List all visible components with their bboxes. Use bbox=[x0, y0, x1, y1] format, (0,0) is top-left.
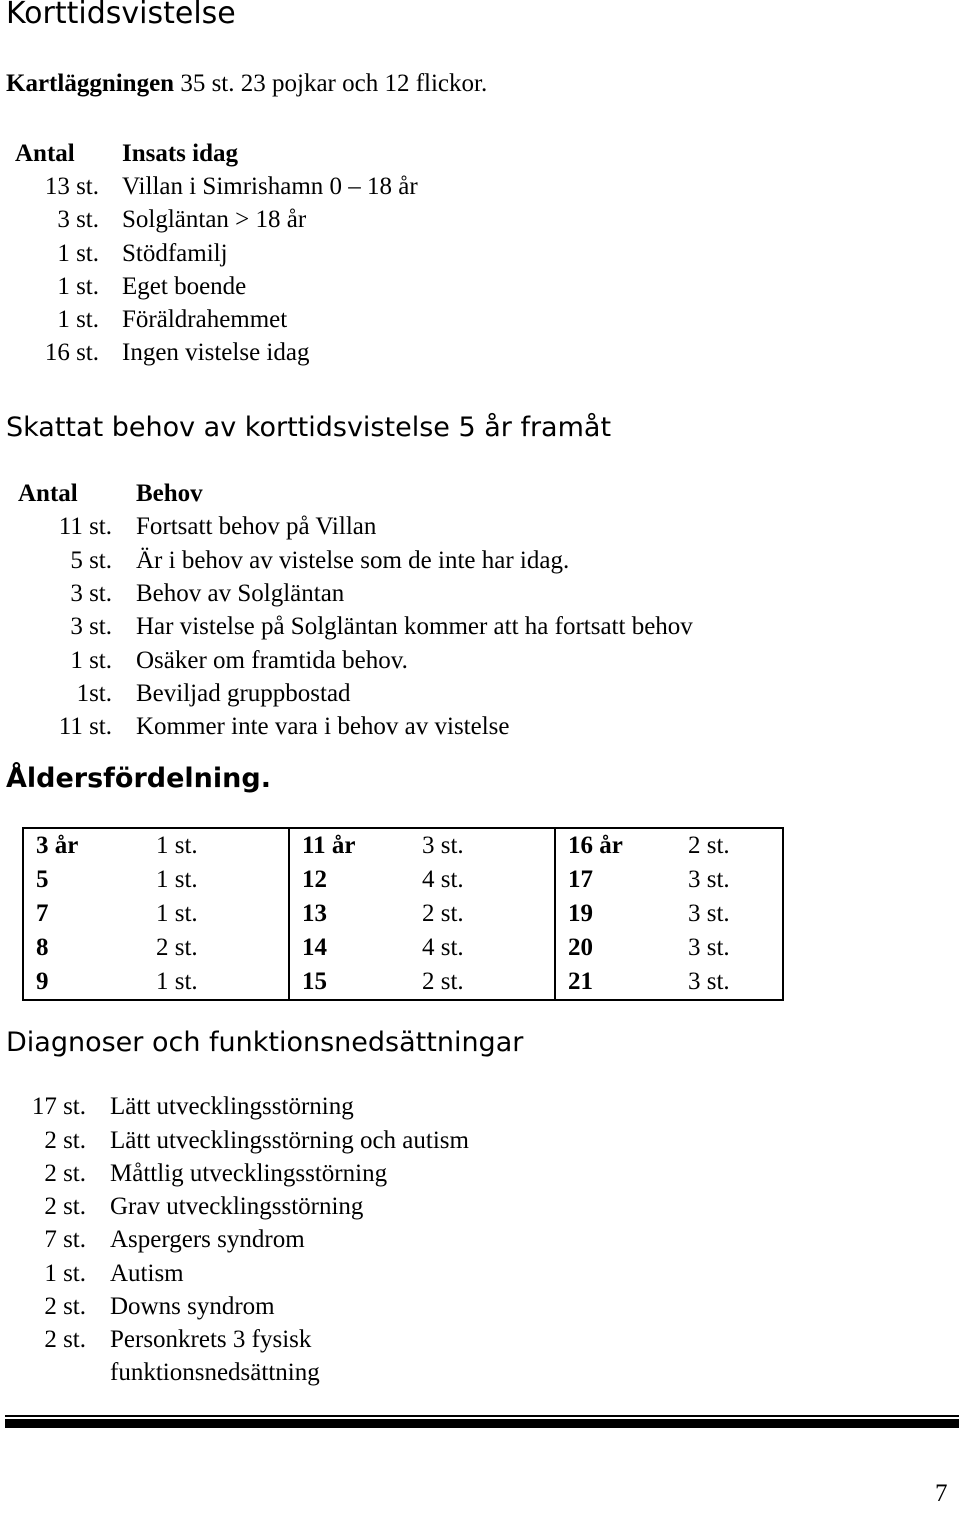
insats-header-count: Antal bbox=[15, 140, 75, 167]
count-cell: 2 st. bbox=[156, 934, 198, 961]
count-cell: 3 st. bbox=[688, 863, 783, 897]
page-title: Korttidsvistelse bbox=[6, 0, 236, 31]
list-item-count: 17 st. bbox=[31, 1093, 86, 1120]
list-item-count: 2 st. bbox=[44, 1293, 86, 1320]
age-cell: 15 bbox=[289, 965, 422, 1000]
list-item-count: 1st. bbox=[76, 680, 112, 707]
behov-header-label: Behov bbox=[136, 480, 203, 507]
list-item-count: 5 st. bbox=[70, 547, 112, 574]
list-item-label: Har vistelse på Solgläntan kommer att ha fortsatt behov bbox=[136, 613, 693, 640]
list-item-label: Ingen vistelse idag bbox=[122, 339, 310, 366]
list-item-label: Föräldrahemmet bbox=[122, 306, 288, 333]
table-row bbox=[23, 931, 783, 965]
age-cell: 19 bbox=[555, 897, 688, 931]
list-item-count: 1 st. bbox=[57, 273, 99, 300]
table-row bbox=[23, 863, 783, 897]
list-item-count: 11 st. bbox=[58, 513, 112, 540]
list-item-label: Downs syndrom bbox=[110, 1293, 275, 1320]
table-row bbox=[23, 965, 783, 1000]
list-item-label: Osäker om framtida behov. bbox=[136, 647, 408, 674]
age-cell: 8 bbox=[23, 931, 156, 965]
count-cell: 3 st. bbox=[688, 965, 783, 1000]
survey-label: Kartläggningen bbox=[6, 70, 175, 97]
age-cell: 5 bbox=[23, 863, 156, 897]
insats-header-label: Insats idag bbox=[122, 140, 239, 167]
page-number: 7 bbox=[935, 1480, 948, 1507]
age-cell: 12 bbox=[289, 863, 422, 897]
count-cell: 2 st. bbox=[422, 900, 464, 927]
list-item-label: Personkrets 3 fysisk bbox=[110, 1326, 312, 1353]
age-cell: 13 bbox=[289, 897, 422, 931]
table-row bbox=[23, 897, 783, 931]
footer-divider bbox=[5, 1419, 959, 1428]
age-cell: 3 år bbox=[23, 828, 156, 863]
list-item-count: 11 st. bbox=[58, 713, 112, 740]
count-cell: 1 st. bbox=[156, 828, 289, 863]
list-item-count: 2 st. bbox=[44, 1127, 86, 1154]
list-item-label: Är i behov av vistelse som de inte har idag. bbox=[136, 547, 570, 574]
count-cell: 3 st. bbox=[688, 897, 783, 931]
age-cell: 20 bbox=[555, 931, 688, 965]
list-item-count: 1 st. bbox=[70, 647, 112, 674]
list-item-count: 13 st. bbox=[44, 173, 99, 200]
list-item-count: 1 st. bbox=[57, 306, 99, 333]
count-cell: 1 st. bbox=[156, 866, 198, 893]
list-item-count: 1 st. bbox=[57, 240, 99, 267]
list-item-label: Fortsatt behov på Villan bbox=[136, 513, 377, 540]
count-cell: 3 st. bbox=[422, 828, 555, 863]
list-item-count: 2 st. bbox=[44, 1160, 86, 1187]
count-cell: 2 st. bbox=[422, 965, 555, 1000]
list-item-label: Stödfamilj bbox=[122, 240, 228, 267]
list-item-label: Måttlig utvecklingsstörning bbox=[110, 1160, 388, 1187]
list-item-count: 16 st. bbox=[44, 339, 99, 366]
list-item-count: 3 st. bbox=[70, 613, 112, 640]
age-cell: 17 bbox=[555, 863, 688, 897]
section-title-behov: Skattat behov av korttidsvistelse 5 år framåt bbox=[6, 412, 612, 443]
list-item-label: Aspergers syndrom bbox=[110, 1226, 305, 1253]
age-cell: 16 år bbox=[555, 828, 688, 863]
survey-text: 35 st. 23 pojkar och 12 flickor. bbox=[174, 70, 488, 97]
list-item-count: 7 st. bbox=[44, 1226, 86, 1253]
age-cell: 9 bbox=[23, 965, 156, 1000]
behov-header-count: Antal bbox=[18, 480, 78, 507]
count-cell: 3 st. bbox=[688, 931, 783, 965]
list-item-count: 2 st. bbox=[44, 1326, 86, 1353]
age-cell: 7 bbox=[23, 897, 156, 931]
age-cell: 14 bbox=[289, 931, 422, 965]
list-item-count: 3 st. bbox=[57, 206, 99, 233]
list-item-label: Eget boende bbox=[122, 273, 247, 300]
list-item-label: Lätt utvecklingsstörning bbox=[110, 1093, 354, 1120]
list-item-label: Behov av Solgläntan bbox=[136, 580, 345, 607]
age-distribution-table bbox=[22, 827, 784, 1001]
count-cell: 4 st. bbox=[422, 934, 464, 961]
table-row bbox=[23, 828, 783, 863]
list-item-label: Beviljad gruppbostad bbox=[136, 680, 351, 707]
list-item-label: Grav utvecklingsstörning bbox=[110, 1193, 364, 1220]
list-item-label: Kommer inte vara i behov av vistelse bbox=[136, 713, 510, 740]
list-item-count: 2 st. bbox=[44, 1193, 86, 1220]
count-cell: 1 st. bbox=[156, 900, 198, 927]
list-item-label: Villan i Simrishamn 0 – 18 år bbox=[122, 173, 418, 200]
age-cell: 11 år bbox=[289, 828, 422, 863]
list-item-count: 1 st. bbox=[44, 1260, 86, 1287]
section-title-diagnoser: Diagnoser och funktionsnedsättningar bbox=[6, 1027, 524, 1058]
count-cell: 4 st. bbox=[422, 866, 464, 893]
list-item-label: Autism bbox=[110, 1260, 184, 1287]
section-title-alder: Åldersfördelning. bbox=[6, 763, 271, 794]
list-item-label: Solgläntan > 18 år bbox=[122, 206, 307, 233]
count-cell: 2 st. bbox=[688, 828, 783, 863]
list-item-count: 3 st. bbox=[70, 580, 112, 607]
list-item-label: Lätt utvecklingsstörning och autism bbox=[110, 1127, 469, 1154]
age-cell: 21 bbox=[555, 965, 688, 1000]
list-item-label: funktionsnedsättning bbox=[110, 1359, 320, 1386]
count-cell: 1 st. bbox=[156, 965, 289, 1000]
survey-summary bbox=[6, 70, 487, 98]
